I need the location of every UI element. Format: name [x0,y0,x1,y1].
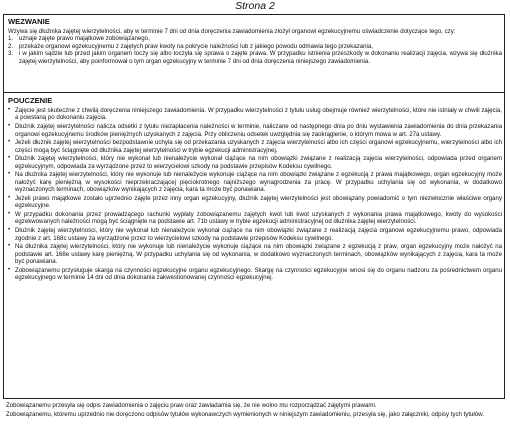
note-item [8,227,502,242]
warning-item [8,35,502,42]
note-text: Jeżeli dłużnik zajętej wierzytelności bezpodstawnie uchyla się od przekazania uzyskanych z zajęcia wierzytelności albo ich części organowi egzekucyjnemu, wierzytelności albo ich części mogą być ściągnięte od dłużnika zajętej wierzytelności w trybie egzekucji administracyjnej. [15,139,502,154]
warning-item [8,50,502,65]
footer-section [6,402,504,421]
note-item [8,171,502,193]
warning-intro: Wzywa się dłużnika zajętej wierzytelności, aby w terminie 7 dni od dnia doręczenia zawiadomienia złożył organowi egzekucyjnemu oświadczenie dotyczące tego, czy: [8,28,456,35]
bullet-icon: • [8,123,11,130]
note-item [8,107,502,122]
note-item [8,195,502,210]
warning-item-number: 1. [8,35,14,43]
note-text: Dłużnik zajętej wierzytelności, który nie wykonał lub nienależycie wykonał ciążące na nim obowiązki związane z realizacją zajęcia wierzytelności, odpowiada przed organem egzekucyjnym, odpowiada za wyrządzone przez to wierzycielowi szkody na podstawie przepisów Kodeksu cywilnego. [15,155,502,170]
bullet-icon: • [8,107,11,113]
warning-item-text: i w jakim sądzie lub przed jakim organem toczy się albo toczyła się sprawa o zajęte prawa. W przypadku istnienia przeszkody w dokonaniu realizacji zajęcia, wzywa się dłużnika zajętej wierzytelności, aby poinformował o tym organ egzekucyjny w terminie 7 dni od dnia doręczenia niniejszego zawiadomienia. [19,50,502,65]
bullet-icon: • [8,194,11,201]
section-divider [3,92,505,93]
warning-item-number: 2. [8,42,14,50]
notes-list [8,107,502,282]
notes-title: POUCZENIE [8,96,53,105]
bullet-icon: • [8,266,11,273]
note-item [8,123,502,138]
note-text: Dłużnik zajętej wierzytelności, który nie wykonał lub nienależycie wykonał ciążące na nim obowiązki związane z realizacją zajęcia organowi egzekucyjnemu prawo, odpowiada zgodnie z art. 168c ustawy za wyrządzone przez to wierzycielowi szkody na podstawie przepisów Kodeksu cywilnego. [15,227,502,242]
note-text: Na dłużnika zajętej wierzytelności, który nie wykonuje lub nienależycie wykonuje ciążące na nim obowiązki związane z egzekucją z prawa majątkowego, organ egzekucyjny może nałożyć karę pieniężną w wysokości nieprzekraczającej pięciokrotnego najniższego wynagrodzenia za pracę. W przypadku uchylania się od wykonania, w dodatkowo wyznaczonych terminach, obowiązków wynikających z zajęcia, kara ta może być ponawiana. [15,171,502,194]
bullet-icon: • [8,155,11,162]
note-item [8,139,502,154]
footer-paragraph: Zobowiązanemu przesyła się odpis zawiadomienia o zajęciu praw oraz zawiadamia się, że nie wolno mu rozporządzać zajętymi prawami. [6,402,377,409]
bullet-icon: • [8,171,11,178]
note-item [8,243,502,265]
bullet-icon: • [8,211,11,218]
note-text: Jeżeli prawo majątkowe zostało uprzednio zajęte przez inny organ egzekucyjny, dłużnik zajętej wierzytelności jest obowiązany powiadomić o tym niezwłocznie właściwe organy egzekucyjne. [15,194,502,210]
warning-title: WEZWANIE [8,17,50,26]
notes-section [8,96,502,283]
warning-item-text: przekaże organowi egzekucyjnemu z zajętych praw kwoty na pokrycie należności lub z jakiego powodu odmawia tego przekazania, [19,42,373,50]
note-text: Zajęcie jest skuteczne z chwilą doręczenia niniejszego zawiadomienia. W przypadku wierzytelności z tytułu usług obejmuje również wierzytelności, które nie istniały w chwili zajęcia, a powstaną po dokonaniu zajęcia. [15,107,502,122]
warning-section [8,17,502,65]
note-item [8,155,502,170]
note-text: Na dłużnika zajętej wierzytelności, który nie wykonuje lub nienależycie wykonuje ciążące na nim obowiązki związane z egzekucją z praw, organ egzekucyjny może nałożyć na podstawie art. 168e ustawy karę pieniężną. W przypadku uchylania się od wykonania, w dodatkowo wyznaczonych terminach, obowiązków wynikających z zajęcia, kara ta może być ponawiana. [15,243,502,266]
warning-item-text: uznaje zajęte prawo majątkowe zobowiązanego, [19,35,150,43]
footer-paragraph: Zobowiązanemu, któremu uprzednio nie doręczono odpisów tytułów wykonawczych wymienionych w niniejszym zawiadomieniu, przesyła się, jako załączniki, odpisy tych tytułów. [6,411,484,419]
warning-list [8,35,502,65]
note-item [8,211,502,226]
note-text: W przypadku dokonania przez prowadzącego rachunki wypłaty zobowiązanemu zajętych kwot lub kwot uzyskanych z wykonania prawa majątkowego, kwoty do wysokości egzekwowanych należności mogą być ściągnięte na podstawie art. 71b ustawy w trybie egzekucji administracyjnej od dłużnika zajętej wierzytelności. [15,211,502,226]
note-text: Zobowiązanemu przysługuje skarga na czynności egzekucyjne organu egzekucyjnego. Skargę na czynności egzekucyjne wnosi się do organu nadzoru za pośrednictwem organu egzekucyjnego w terminie 14 dni od dnia dokonania zakwestionowanej czynności egzekucyjnej. [15,266,502,282]
warning-item [8,43,502,50]
note-text: Dłużnik zajętej wierzytelności nalicza odsetki z tytułu niezapłacenia należności w terminie, naliczane od następnego dnia po dniu wystawienia zawiadomienia do dnia przekazania organowi egzekucyjnemu środków pieniężnych uzyskanych z zajęcia. Przy obliczeniu odsetek uwzględnia się zaokrąglenie, o którym mowa w art. 27a ustawy. [15,123,502,138]
warning-item-number: 3. [8,50,14,58]
bullet-icon: • [8,243,11,250]
note-item [8,267,502,282]
bullet-icon: • [8,139,11,146]
bullet-icon: • [8,227,11,234]
page-number-label: Strona 2 [235,0,275,12]
